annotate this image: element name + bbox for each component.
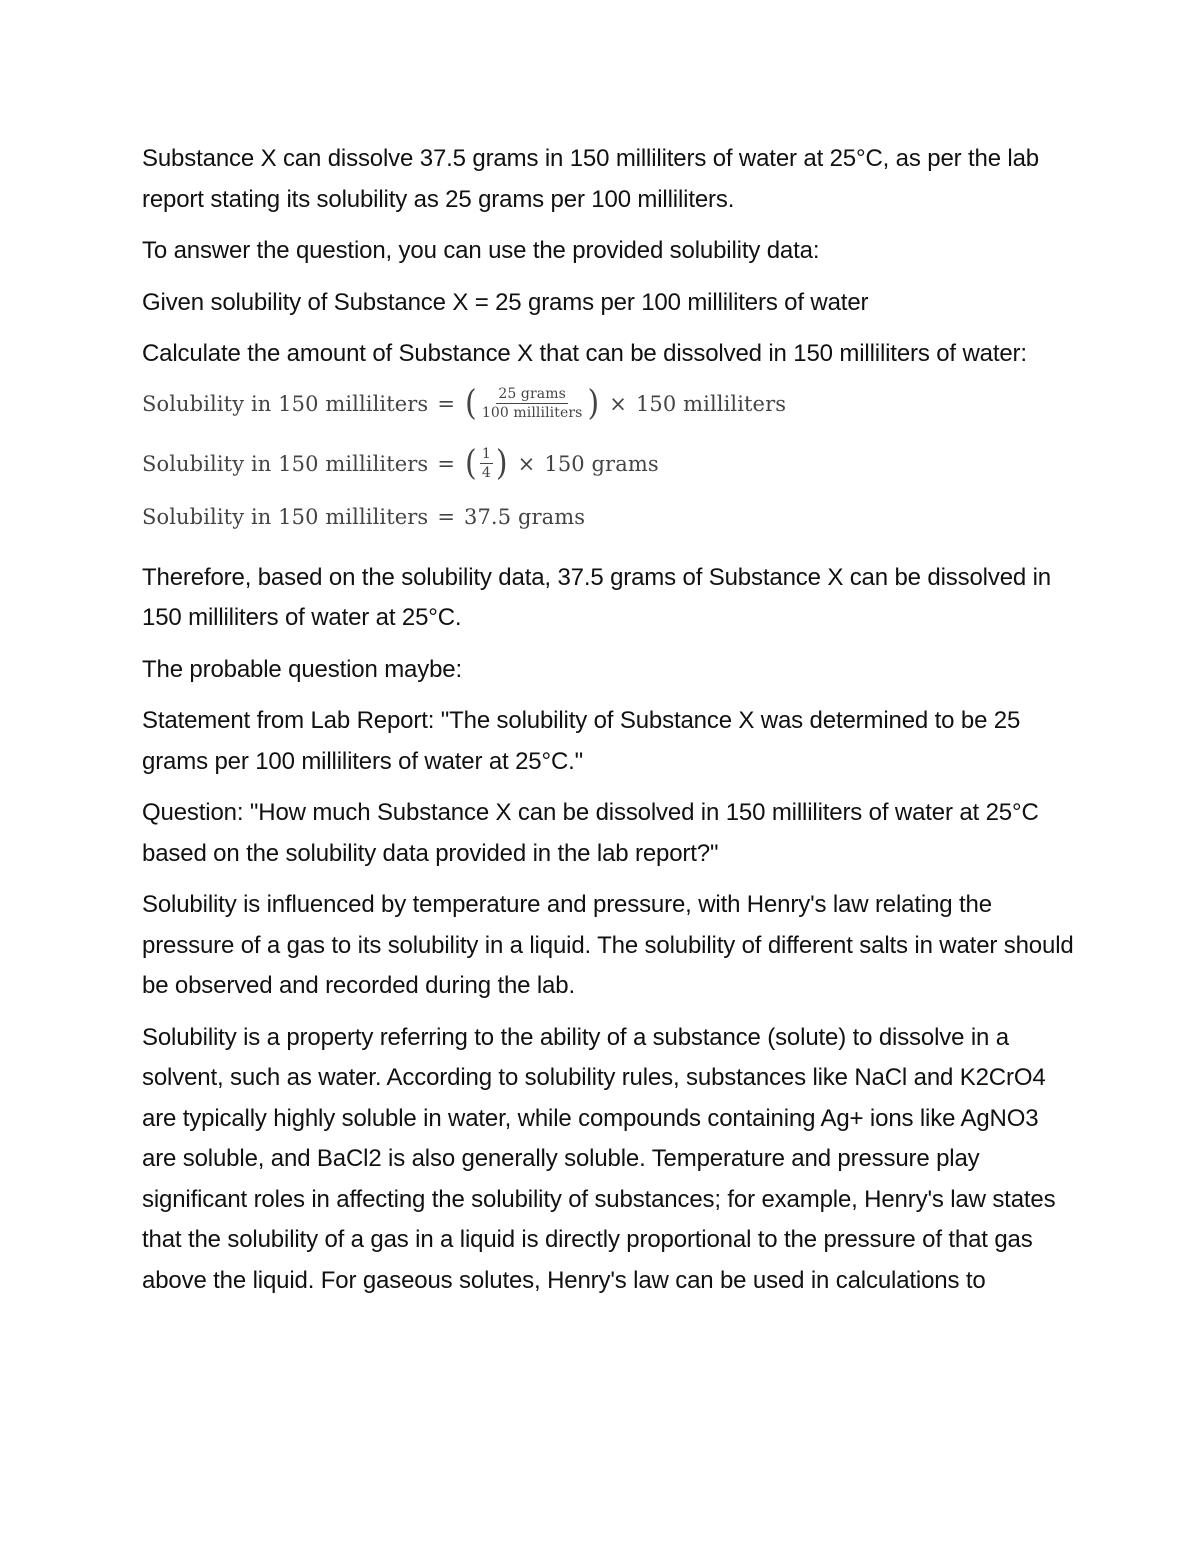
- equation-1-lhs: Solubility in 150 milliliters: [142, 391, 429, 416]
- paragraph-solubility-property: Solubility is a property referring to the ability of a substance (solute) to dissolve in a solvent, such as water. According to solubility rules, substances like NaCl and K2CrO4 are typically highly soluble in water, while compounds containing Ag+ ions like AgNO3 are soluble, and BaCl2 is also generally soluble. Temperature and pressure play significant roles in affecting the solubility of substances; for example, Henry's law states that the solubility of a gas in a liquid is directly proportional to the pressure of that gas above the liquid. For gaseous solutes, Henry's law can be used in calculations to: [142, 1023, 1056, 1294]
- equation-2-equals: =: [437, 451, 456, 476]
- equation-1-equals: =: [437, 391, 456, 416]
- equation-2-lhs: Solubility in 150 milliliters: [142, 451, 429, 476]
- equation-3-equals: =: [437, 504, 456, 529]
- equation-1-fraction: [480, 387, 585, 421]
- equation-2-open-paren: (: [465, 442, 477, 484]
- equation-2-denominator: 4: [481, 464, 491, 481]
- equation-1-times: ×: [609, 391, 627, 416]
- paragraph-answer-intro: To answer the question, you can use the provided solubility data:: [142, 237, 820, 264]
- equation-3-lhs: Solubility in 150 milliliters: [142, 504, 429, 529]
- equation-1-open-paren: (: [465, 382, 477, 424]
- equation-3-rhs: 37.5 grams: [464, 504, 586, 529]
- paragraph-therefore: Therefore, based on the solubility data, 37.5 grams of Substance X can be dissolved in 150 milliliters of water at 25°C.: [142, 563, 1051, 631]
- equation-2-times: ×: [517, 451, 536, 476]
- paragraph-calculate: Calculate the amount of Substance X that can be dissolved in 150 milliliters of water:: [142, 340, 1027, 367]
- equation-1-close-paren: ): [587, 382, 600, 424]
- equation-2-close-paren: ): [495, 442, 508, 484]
- paragraph-intro: Substance X can dissolve 37.5 grams in 150 milliliters of water at 25°C, as per the lab report stating its solubility as 25 grams per 100 milliliters.: [142, 145, 1040, 213]
- equation-1: [142, 382, 1077, 426]
- paragraph-given: Given solubility of Substance X = 25 grams per 100 milliliters of water: [142, 288, 869, 316]
- equation-2-numerator: 1: [481, 445, 491, 462]
- equation-2: [142, 444, 1077, 484]
- equation-2-fraction: [480, 447, 493, 481]
- paragraph-probable-question: The probable question maybe:: [142, 655, 463, 683]
- paragraph-statement: Statement from Lab Report: "The solubility of Substance X was determined to be 25 grams per 100 milliliters of water at 25°C.": [142, 707, 1021, 775]
- equation-1-denominator: 100 milliliters: [481, 404, 583, 421]
- equation-1-numerator: 25 grams: [498, 385, 566, 402]
- document-page: [142, 139, 1077, 1312]
- paragraph-question: Question: "How much Substance X can be dissolved in 150 milliliters of water at 25°C based on the solubility data provided in the lab report?": [142, 799, 1039, 867]
- equation-3: [142, 500, 1077, 534]
- equation-1-rhs-tail: 150 milliliters: [635, 391, 787, 416]
- equation-2-rhs-tail: 150 grams: [544, 451, 659, 476]
- paragraph-solubility-factors: Solubility is influenced by temperature and pressure, with Henry's law relating the pressure of a gas to its solubility in a liquid. The solubility of different salts in water should be observed and recorded during the lab.: [142, 891, 1074, 999]
